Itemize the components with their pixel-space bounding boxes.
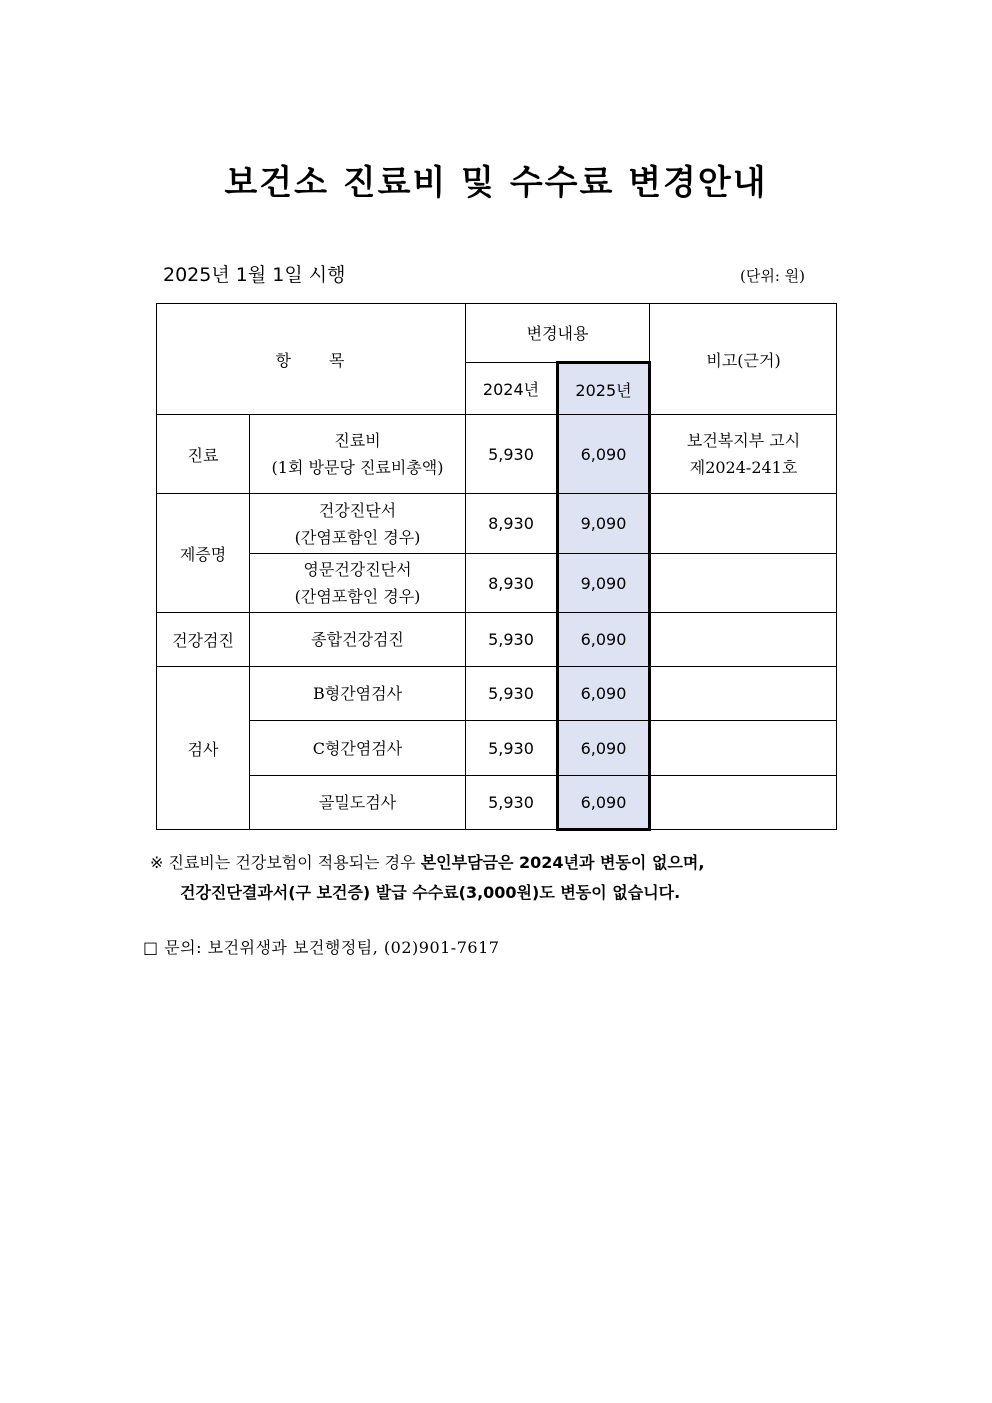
reference-mark: ※: [150, 853, 164, 872]
header-item: 항 목: [157, 304, 466, 415]
table-row: [157, 667, 837, 721]
item-name: 영문건강진단서: [303, 560, 412, 579]
footnote-bold-text: 본인부담금은 2024년과 변동이 없으며,: [420, 853, 705, 872]
note-cell: [650, 613, 837, 667]
fee-2025: 6,090: [558, 613, 650, 667]
fee-2024: 8,930: [466, 494, 558, 554]
fee-2025: 6,090: [558, 667, 650, 721]
header-change: 변경내용: [466, 304, 650, 363]
fee-2025: 6,090: [558, 721, 650, 776]
item-name: 골밀도검사: [318, 793, 397, 812]
footnote: [150, 848, 870, 908]
note-cell: [650, 415, 837, 494]
category-cell: 제증명: [157, 494, 250, 613]
unit-label: (단위: 원): [740, 267, 805, 285]
item-cell: [250, 613, 466, 667]
item-detail: (간염포함인 경우): [294, 587, 421, 606]
effective-date: 2025년 1월 1일 시행: [163, 264, 346, 286]
item-name: B형간염검사: [312, 684, 403, 703]
header-note: 비고(근거): [650, 304, 837, 415]
item-name: 진료비: [334, 431, 381, 450]
item-detail: (1회 방문당 진료비총액): [271, 458, 444, 477]
item-name: 종합건강검진: [311, 630, 404, 649]
item-cell: [250, 554, 466, 613]
note-cell: [650, 721, 837, 776]
fee-2024: 8,930: [466, 554, 558, 613]
checkbox-icon: □: [143, 938, 159, 957]
table-row: [157, 776, 837, 830]
category-cell: 건강검진: [157, 613, 250, 667]
table-row: [157, 415, 837, 494]
note-line: 제2024-241호: [689, 458, 798, 477]
header-year-2025: 2025년: [558, 363, 650, 415]
header-year-2024: 2024년: [466, 363, 558, 415]
note-cell: [650, 667, 837, 721]
category-cell: 진료: [157, 415, 250, 494]
table-row: [157, 554, 837, 613]
fee-2025: 9,090: [558, 554, 650, 613]
footnote-line-2: 건강진단결과서(구 보건증) 발급 수수료(3,000원)도 변동이 없습니다.: [180, 883, 681, 902]
item-cell: [250, 667, 466, 721]
contact-text: 문의: 보건위생과 보건행정팀, (02)901-7617: [164, 938, 500, 957]
fee-2024: 5,930: [466, 721, 558, 776]
footnote-line-1: [150, 848, 870, 878]
page-title: 보건소 진료비 및 수수료 변경안내: [224, 163, 768, 203]
fee-2025: 6,090: [558, 776, 650, 830]
fee-2025: 6,090: [558, 415, 650, 494]
note-cell: [650, 554, 837, 613]
item-cell: [250, 415, 466, 494]
item-detail: (간염포함인 경우): [294, 527, 421, 547]
fee-2025: 9,090: [558, 494, 650, 554]
table-row: [157, 721, 837, 776]
category-cell: 검사: [157, 667, 250, 830]
note-cell: [650, 494, 837, 554]
fee-2024: 5,930: [466, 415, 558, 494]
note-line: 보건복지부 고시: [686, 431, 801, 450]
table-header-row: [157, 304, 837, 363]
note-cell: [650, 776, 837, 830]
footnote-plain-text: 진료비는 건강보험이 적용되는 경우: [168, 853, 416, 872]
contact-info: [143, 935, 499, 958]
item-cell: [250, 494, 466, 554]
item-cell: [250, 721, 466, 776]
item-name: C형간염검사: [312, 738, 403, 758]
table-row: [157, 613, 837, 667]
fee-2024: 5,930: [466, 613, 558, 667]
fee-table: [156, 303, 837, 831]
item-name: 건강진단서: [318, 500, 397, 520]
fee-2024: 5,930: [466, 776, 558, 830]
item-cell: [250, 776, 466, 830]
table-row: [157, 494, 837, 554]
fee-2024: 5,930: [466, 667, 558, 721]
